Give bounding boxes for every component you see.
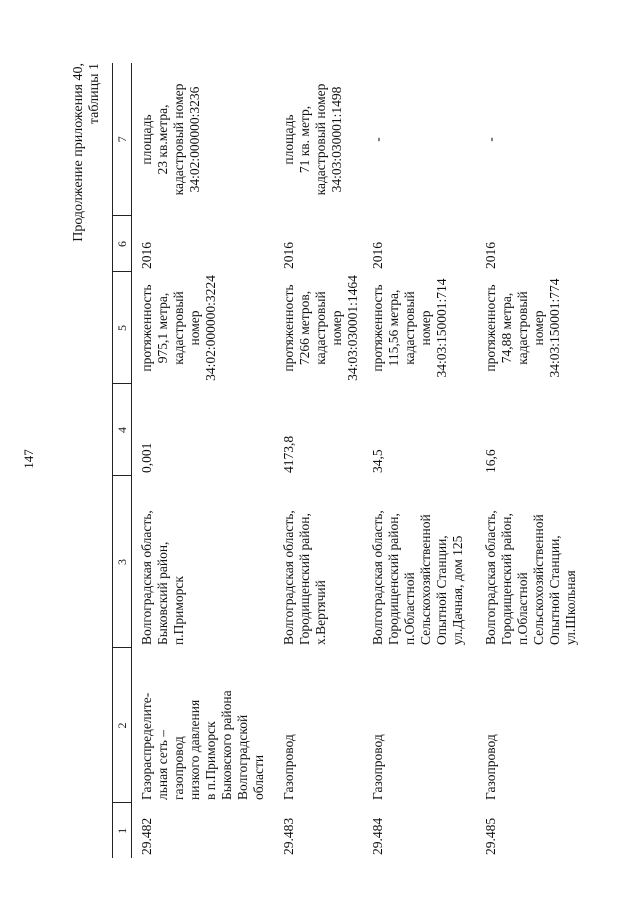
column-header-5: 5 xyxy=(113,272,132,384)
object-name: Газораспределите- льная сеть – газопровод низкого давления в п.Приморск Быковского района Волгоградской области xyxy=(139,690,266,800)
land-plot-note: площадь 71 кв. метр, кадастровый номер 34:03:030001:1498 xyxy=(281,83,344,196)
object-address: Волгоградская область, Быковский район, п.Приморск xyxy=(139,510,186,645)
object-value: 34,5 xyxy=(370,449,385,473)
commissioning-year: 2016 xyxy=(370,242,385,269)
object-name: Газопровод xyxy=(281,734,296,800)
object-characteristics: протяженность 7266 метров, кадастровый номер 34:03:030001:1464 xyxy=(281,275,360,381)
column-header-3: 3 xyxy=(113,476,132,648)
continuation-title xyxy=(71,63,103,905)
column-header-6: 6 xyxy=(113,216,132,272)
table-row xyxy=(274,63,363,858)
object-address: Волгоградская область, Городищенский район, х.Вертячий xyxy=(281,510,328,645)
column-number-row xyxy=(113,63,132,858)
object-name: Газопровод xyxy=(370,734,385,800)
object-name: Газопровод xyxy=(483,734,498,800)
column-header-2: 2 xyxy=(113,648,132,803)
object-characteristics: протяженность 74,88 метра, кадастровый номер 34:03:150001:774 xyxy=(483,278,562,378)
row-number: 29.483 xyxy=(281,817,296,855)
table-row xyxy=(476,63,585,858)
rotated-sheet xyxy=(61,0,640,905)
table-row xyxy=(132,63,275,858)
land-plot-note: - xyxy=(483,137,498,142)
object-characteristics: протяженность 115,56 метра, кадастровый номер 34:03:150001:714 xyxy=(370,278,449,378)
object-value: 0,001 xyxy=(139,442,154,473)
page-number: 147 xyxy=(21,449,36,469)
object-address: Волгоградская область, Городищенский район, п.Областной Сельскохозяйственной Опытной Станции, ул.Дачная, дом 125 xyxy=(370,510,465,645)
table-body xyxy=(132,63,586,858)
continuation-title-line1: Продолжение приложения 40, xyxy=(71,63,86,242)
continuation-title-line2: таблицы 1 xyxy=(87,63,102,125)
row-number: 29.482 xyxy=(139,817,154,855)
commissioning-year: 2016 xyxy=(139,242,154,269)
object-value: 4173,8 xyxy=(281,435,296,473)
land-plot-note: - xyxy=(370,137,385,142)
row-number: 29.485 xyxy=(483,817,498,855)
land-plot-note: площадь 23 кв.метра, кадастровый номер 34:02:000000:3236 xyxy=(139,83,202,196)
row-number: 29.484 xyxy=(370,817,385,855)
column-header-7: 7 xyxy=(113,63,132,216)
property-table xyxy=(112,63,585,858)
column-header-4: 4 xyxy=(113,384,132,476)
commissioning-year: 2016 xyxy=(483,242,498,269)
table-row xyxy=(363,63,476,858)
object-characteristics: протяженность 975,1 метра, кадастровый номер 34:02:000000:3224 xyxy=(139,275,218,381)
object-address: Волгоградская область, Городищенский район, п.Областной Сельскохозяйственной Опытной Станции, ул.Школьная xyxy=(483,510,578,645)
object-value: 16,6 xyxy=(483,449,498,473)
column-header-1: 1 xyxy=(115,827,129,834)
commissioning-year: 2016 xyxy=(281,242,296,269)
